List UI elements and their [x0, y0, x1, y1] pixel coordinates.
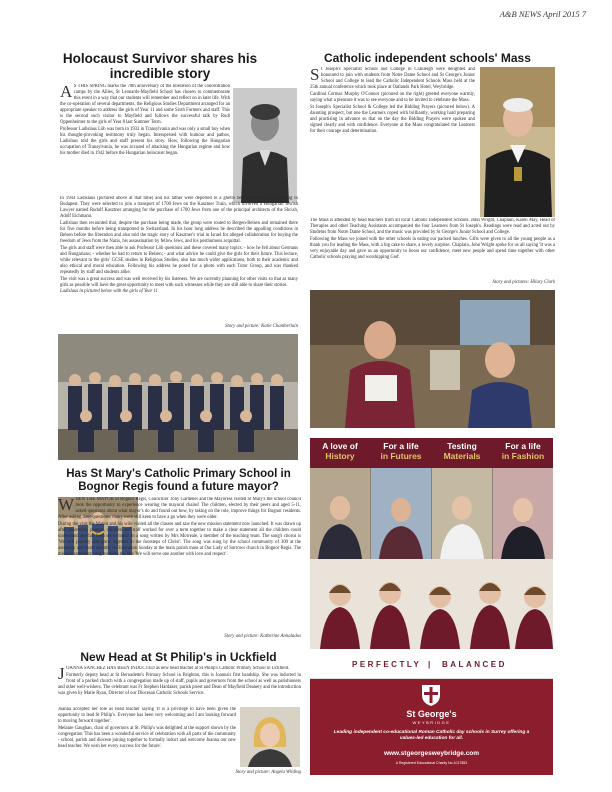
holocaust-intro-text: [60, 84, 230, 194]
advert-school-sub: WEYBRIDGE: [412, 720, 451, 725]
stmarys-text: [58, 497, 301, 630]
stphilip-para-3: Joanna accepted her role as head teacher saying 'It is a privilege to have been given the opportunity to lead St Philip's. Everyone has been very welcoming and I am looking forward to moving forward together'.: [58, 707, 236, 725]
stmarys-para-2: During the visit the Mayor and his wife visited all the classes and saw the new mission statement now launched. It was drawn up after governors, parents, children and staff worked for over a term together to make a clear statement all the children could understand and has been set to music in a song written by Mrs Morreale, a member of the teaching team. The song's chorus is 'We will journey and grow together in the footsteps of Christ'. The song was sung by the school community of 300 at the assembly and more recently on Education Sunday at the main parish mass at Our Lady of Sorrows church in Bognor Regis. The mission statement song includes the line 'We will serve one another with love and respect'.: [58, 521, 301, 557]
advert-footer: [310, 679, 553, 775]
advert-motto-right: BALANCED: [442, 660, 507, 669]
st-georges-advert[interactable]: [310, 438, 553, 775]
catholic-para-2: Cardinal Cormac Murphy O'Connor (pictured on the right) greeted everyone warmly, saying what a pleasure it was to see everyone and to be invited to celebrate the Mass.: [310, 91, 475, 103]
catholic-headline: Catholic independent schools' Mass: [324, 51, 531, 65]
catholic-para-4: The Mass is attended by head teachers from all local Catholic Independent Schools. John Wright, Chaplain, Karen May, Head of Therapies and other Teaching Assistants accompanied the four Learners from St Joseph's. Readings were read and acted out by Students from Notre Dame School, and the music was provided by St George's Junior School and College.: [310, 218, 555, 236]
advert-school-name: St George's: [406, 709, 457, 719]
advert-strapline: Leading independent co-educational Roman Catholic day schools in Surrey offering a values-led education for all.: [333, 730, 530, 742]
holocaust-dropcap: A: [60, 84, 73, 101]
catholic-intro-text: [310, 67, 475, 217]
advert-website-link[interactable]: www.stgeorgesweybridge.com: [383, 750, 480, 757]
stphilip-main-text: [58, 707, 236, 769]
advert-tag-futures: For a life in Futures: [380, 441, 422, 461]
page-header: A&B NEWS April 2015 7: [499, 9, 586, 19]
joanna-sanchez-photo: [240, 707, 300, 767]
holocaust-para-2: Professor Ladislaus Löb was born in 1933 in Transylvania and was only a small boy when his thought-provoking testimony truly began. Interspersed with humour and pathos, Ladislaus told the girls and staff present his story. How, following the Hungarian occupation of Transylvania, he was accused of attacking the Hungarian regime and how his mother died in 1942 before the Hungarian holocaust began.: [60, 126, 230, 156]
stmarys-dropcap: W: [58, 497, 75, 514]
catholic-main-text: [310, 218, 555, 276]
holocaust-main-text: [60, 196, 298, 324]
year11-group-photo: [58, 334, 298, 460]
advert-motto-left: PERFECTLY: [352, 660, 422, 669]
stmarys-para-1: HEN THE MAYOR of Bognor Regis, Councillor Tony Gardener and the Mayoress visited St Mary's the school council took the opportunity to experience wearing the mayoral chains! The children, elected by their peers and aged 5-11, asked questions about what mayor's do and found out how, by taking on the role, improve things for Bognor residents. After asking their questions, many were still keen to have a go when they were older.: [58, 497, 301, 521]
stphilip-credit: Story and picture: Angela Wilding: [235, 770, 301, 775]
advert-tag-fashion: For a life in Fashion: [501, 441, 545, 461]
advert-motto: [310, 649, 553, 679]
advert-tag-materials: Testing Materials: [443, 441, 481, 461]
advert-tag-history: A love of History: [322, 441, 358, 461]
stmarys-credit: Story and picture: Katherine Annalados: [224, 634, 301, 639]
holocaust-credit: Story and picture: Katie Chamberlain: [225, 324, 298, 329]
holocaust-para-5: The girls and staff were then able to ask Professor Löb questions and these covered many topics: - how he felt about Germans and Hungarians; - whether he had to return to Belsen; - and what advice he could give the girls for their future. This lecture, while relevant to the girls' GCSE studies in Religious Studies, also has much wider applications, both to their academic and also ethical and moral education. Following his address he posed for a photo with each Tutor Group, and was thanked repeatedly by staff and students alike.: [60, 245, 298, 275]
stphilip-para-4: Melanie Gaughan, chair of governors at St. Philip's was delighted at the support shown by the congregation 'This has been a wonderful service of celebration with all parts of the community - school, parish and diocese joining together to formally induct and welcome Joanna our new head teacher. We wish her every success for the future'.: [58, 725, 236, 749]
stphilip-intro-text: [58, 666, 301, 706]
stphilip-para-2: Formerly deputy head at St Bernadette's Primary School in Brighton, this is Joanna's first headship. She was inducted in front of a packed church with a congregation made up of staff, pupils and governors from the school as well as parishioners and other well-wishers. The celebrant was Fr Stephen Hardaker, parish priest and Dean of Mayfield Deanery and the introduction was given by Marie Ryan, Director of our Diocesan Catholic Schools Service.: [58, 672, 301, 696]
stphilip-dropcap: J: [58, 666, 65, 683]
holocaust-para-1: S THIS SPRING marks the 70th anniversary of the liberation of the concentration camps by the Allies, St Leonards-Mayfield School has chosen to commemorate this event in a way that our students will remember and reflect on in later life. With the co-operation of several departments, the Religious Studies Department arranged for an appropriate speaker to address the girls of Year 11 and some Sixth Formers and staff. This is the second such visitor to Mayfield and follows the successful talk by Rudi Oppenheimer to the girls of Year 8 last Summer Term.: [60, 84, 230, 126]
advert-photo-panel: [310, 438, 553, 559]
catholic-para-1: t Joseph's Specialist School and College in Cranleigh were delighted and honoured to join with students from Notre Dame School and St George's Junior School and College to lead the Catholic Independent Schools Mass held at the 25th annual conference which took place at Oatlands Park Hotel, Weybridge.: [310, 67, 475, 91]
stphilip-headline: New Head at St Philip's in Uckfield: [80, 650, 277, 664]
ladislaus-boyhood-photo: [233, 88, 297, 203]
catholic-dropcap: S: [310, 67, 320, 84]
holocaust-caption: Ladislaus in pictured below with the girls of Year 11: [60, 289, 158, 295]
catholic-credit: Story and pictures: Hilary Clark: [492, 280, 555, 285]
st-georges-crest-icon: [420, 683, 442, 707]
holocaust-para-6: The visit was a great success and was well received by his listeners. We are currently planning for other visits so that as many girls as possible will have the great opportunity to meet with such witnesses while they are still able to share their stories.: [60, 276, 298, 288]
advert-students-strip: [310, 559, 553, 649]
bidding-prayers-photo: [310, 290, 555, 428]
stphilip-para-1: OANNA SANCHEZ HAS BEEN INDUCTED as new head teacher at St Philip's Catholic Primary School in Uckfield.: [66, 666, 290, 671]
stmarys-headline: Has St Mary's Catholic Primary School in Bognor Regis found a future mayor?: [66, 468, 291, 493]
holocaust-para-4: Ladislaus then recounted that, despite the purchase being made, the group were routed to Bergen-Belsen and remained there for five months before being transported to Switzerland. In his hour long address he described the appalling conditions in Belsen before the liberation and also told the tragic story of Kasztner's trial in Israel for alleged collaboration for buying the freedom of Jews from the Nazis, his assassination by fellow Jews, and his posthumous acquittal.: [60, 220, 298, 244]
catholic-para-3: St Joseph's Specialist School & College led the Bidding Prayers (pictured below). A daunting prospect, but one the Learners coped with brilliantly, working hard preparing and practising in advance so that on the day the Bidding Prayers were spoken and signed clearly and with confidence. Everyone at the Mass congratulated the Learners for their courage and determination.: [310, 104, 475, 134]
advert-motto-divider: |: [428, 660, 431, 669]
catholic-para-5: Following the Mass we joined with the other schools in eating our packed lunches. Gifts were given to all the young people as a thank you for leading the Mass, with a big cake to share, a lovely surprise. Chaplain, John Wright spoke for us all saying 'It was a very enjoyable day and gave us an opportunity to boost our confidence, meet new people and spend time together with other Catholic schools praying and worshipping God'.: [310, 236, 555, 260]
holocaust-headline: Holocaust Survivor shares his incredible story: [62, 51, 258, 81]
cardinal-photo: [480, 67, 555, 217]
holocaust-para-3: In 1944 Ladislaus (pictured above at that time) and his father were deported to a ghetto before escaping and moving to Budapest. They were selected to join a transport of 1700 Jews on the Kasztner Train, which involved a Hungarian Jewish Lawyer named Rudolf Kasztner arranging for the purchase of 1700 Jews from one of the principal architects of the Sho'ah, Adolf Eichmann.: [60, 196, 298, 220]
advert-charity-number: A Registered Educational Charity No.1017853: [395, 761, 468, 765]
